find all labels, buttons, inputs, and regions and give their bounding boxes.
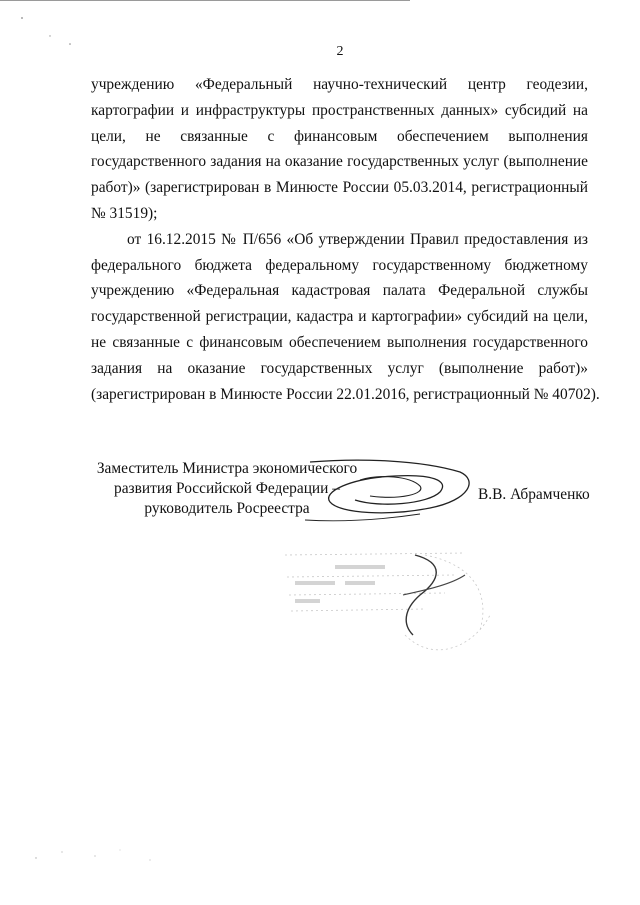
paragraph-2-line-2: федерального бюджета федеральному государственному бюджетному <box>91 256 588 274</box>
signatory-title-line-1: Заместитель Министра экономического <box>96 460 358 477</box>
paragraph-2-line-4: государственной регистрации, кадастра и картографии» субсидий на цели, <box>91 308 588 326</box>
signatory-name: В.В. Абрамченко <box>478 486 590 503</box>
body-text <box>91 72 600 407</box>
paragraph-2-line-7: (зарегистрирован в Минюсте России 22.01.2016, регистрационный № 40702). <box>91 385 600 403</box>
paragraph-1-line-1: учреждению «Федеральный научно-технический центр геодезии, <box>91 76 588 93</box>
signatory-title-line-3: руководитель Росреестра <box>144 500 310 517</box>
paragraph-1-line-4: государственного задания на оказание государственных услуг (выполнение <box>91 153 588 171</box>
signatory-title-line-2: развития Российской Федерации – <box>114 480 340 497</box>
faded-stamp <box>275 535 505 685</box>
paragraph-2-line-6: задания на оказание государственных услуг (выполнение работ)» <box>91 359 588 377</box>
top-border-line <box>0 0 410 1</box>
handwritten-signature <box>300 450 480 530</box>
paragraph-2-line-5: не связанные с финансовым обеспечением выполнения государственного <box>91 333 588 351</box>
paragraph-1-line-5: работ)» (зарегистрирован в Минюсте России 05.03.2014, регистрационный <box>91 179 588 197</box>
paragraph-2-line-3: учреждению «Федеральная кадастровая палата Федеральной службы <box>91 282 588 300</box>
paragraph-1-line-6: № 31519); <box>91 204 158 222</box>
page-number: 2 <box>336 44 344 59</box>
paragraph-1-line-2: картографии и инфраструктуры пространственных данных» субсидий на <box>91 101 588 119</box>
paragraph-1-line-3: цели, не связанные с финансовым обеспечением выполнения <box>91 127 588 145</box>
paragraph-2-line-1: от 16.12.2015 № П/656 «Об утверждении Правил предоставления из <box>127 230 588 248</box>
